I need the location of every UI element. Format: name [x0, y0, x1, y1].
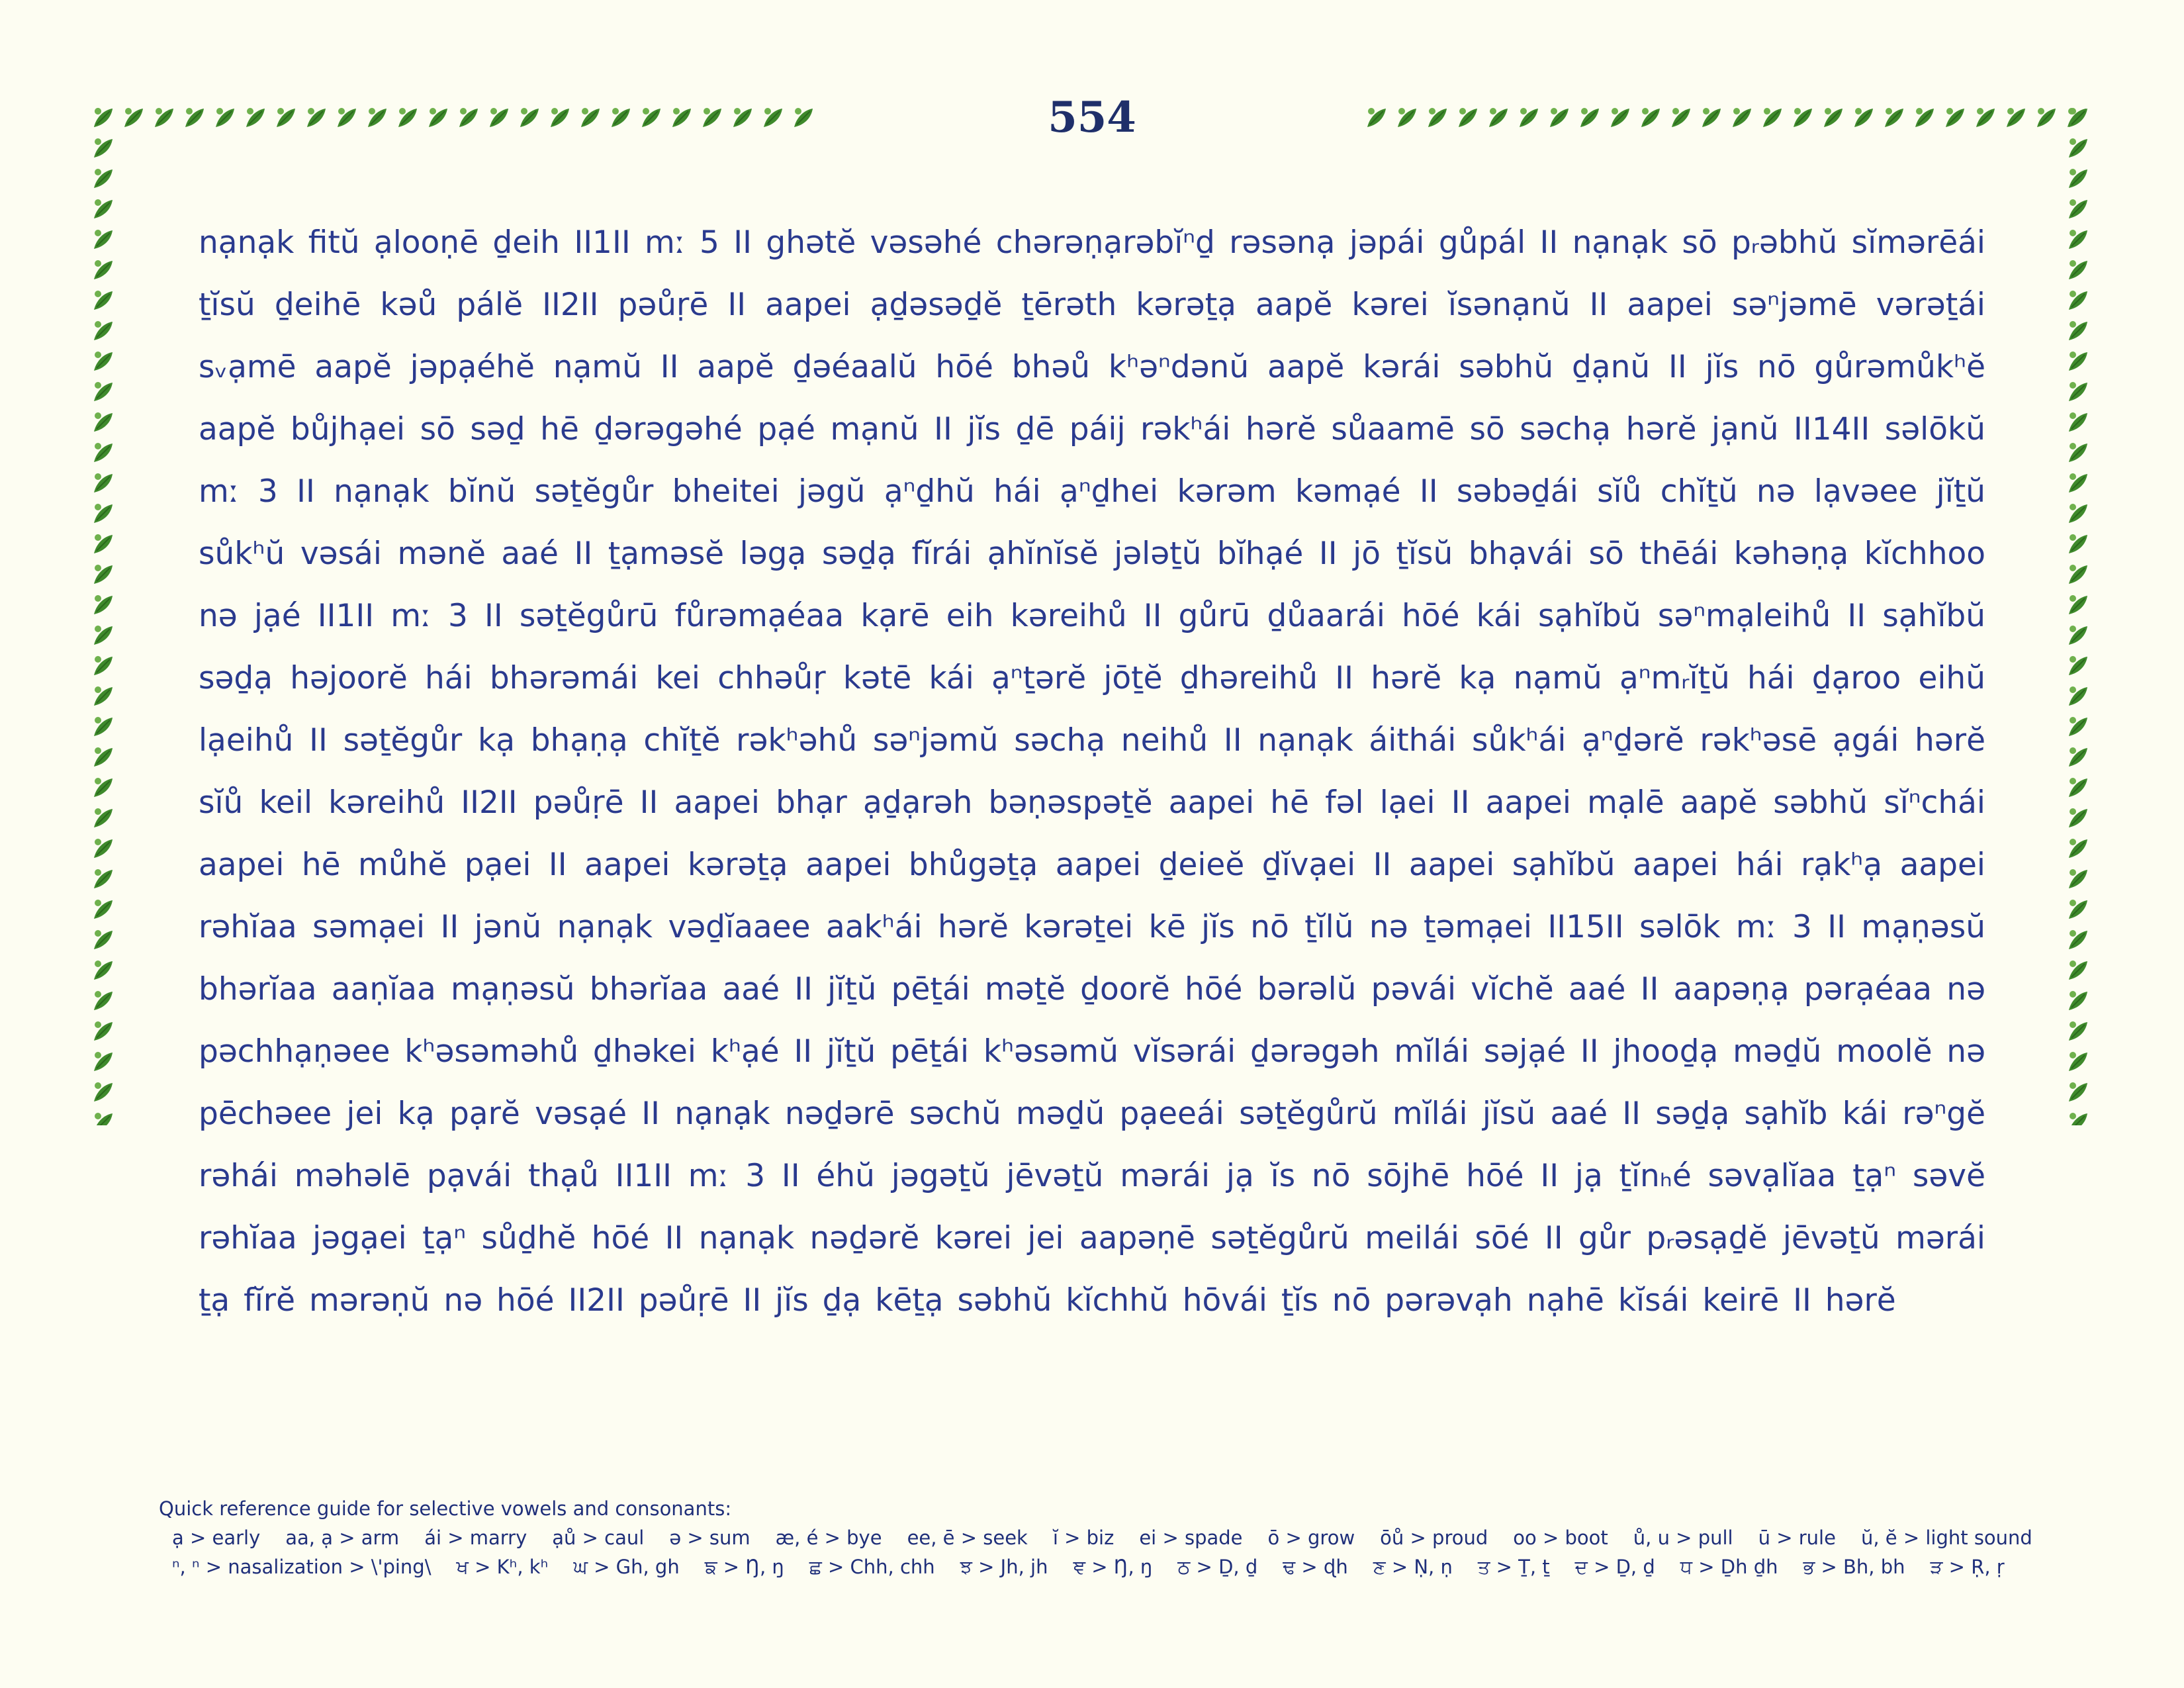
- vine-leaf-icon: [1424, 105, 1451, 131]
- vine-leaf-icon: [90, 226, 116, 253]
- vine-leaf-icon: [760, 105, 786, 131]
- vine-leaf-icon: [120, 105, 147, 131]
- legend-item: ō > grow: [1267, 1526, 1355, 1549]
- vine-leaf-icon: [303, 105, 330, 131]
- reference-guide-consonants: [159, 1556, 2052, 1579]
- vine-leaf-icon: [425, 105, 451, 131]
- legend-item: ů, u > pull: [1633, 1526, 1733, 1549]
- legend-item: aa, ạ > arm: [285, 1526, 400, 1549]
- legend-item: ōů > proud: [1380, 1526, 1488, 1549]
- vine-leaf-icon: [90, 957, 116, 984]
- vine-leaf-icon: [2065, 561, 2091, 588]
- vine-leaf-icon: [151, 105, 177, 131]
- reference-guide-vowels: [159, 1526, 2052, 1549]
- vine-leaf-icon: [2065, 1109, 2091, 1125]
- vine-leaf-icon: [638, 105, 664, 131]
- vine-leaf-icon: [2065, 165, 2091, 192]
- legend-item: ⁿ, ⁿ > nasalization > \'ping\: [172, 1556, 432, 1578]
- legend-item: ei > spade: [1139, 1526, 1243, 1549]
- legend-item: oo > boot: [1513, 1526, 1608, 1549]
- vine-leaf-icon: [90, 683, 116, 710]
- vine-leaf-icon: [90, 1109, 116, 1125]
- vine-leaf-icon: [90, 105, 116, 131]
- vine-leaf-icon: [90, 379, 116, 405]
- vine-leaf-icon: [90, 927, 116, 953]
- legend-item: ਢ > ɖh: [1283, 1556, 1348, 1578]
- vine-leaf-icon: [2065, 226, 2091, 253]
- legend-item: ਠ > Ḏ, ḏ: [1177, 1556, 1258, 1578]
- vine-border-left: [90, 105, 116, 1125]
- vine-leaf-icon: [1972, 105, 1999, 131]
- vine-leaf-icon: [1698, 105, 1725, 131]
- vine-leaf-icon: [2065, 866, 2091, 892]
- legend-item: ਣ > Ṇ, ṇ: [1373, 1556, 1453, 1578]
- vine-leaf-icon: [212, 105, 238, 131]
- vine-leaf-icon: [2003, 105, 2029, 131]
- reference-guide: [159, 1497, 2052, 1585]
- vine-leaf-icon: [90, 1049, 116, 1075]
- vine-leaf-icon: [1516, 105, 1542, 131]
- vine-leaf-icon: [2065, 470, 2091, 496]
- legend-item: ਙ > Ŋ, ŋ: [704, 1556, 784, 1578]
- vine-leaf-icon: [90, 348, 116, 375]
- legend-item: ạ > early: [172, 1526, 261, 1549]
- legend-item: ਖ > Kʰ, kʰ: [456, 1556, 549, 1578]
- vine-leaf-icon: [516, 105, 543, 131]
- vine-leaf-icon: [90, 1018, 116, 1045]
- vine-leaf-icon: [1881, 105, 1907, 131]
- vine-leaf-icon: [90, 866, 116, 892]
- reference-guide-title: Quick reference guide for selective vowels and consonants:: [159, 1497, 732, 1520]
- vine-leaf-icon: [2065, 927, 2091, 953]
- vine-leaf-icon: [90, 470, 116, 496]
- legend-item: ਦ > Ḏ, ḏ: [1574, 1556, 1655, 1578]
- vine-leaf-icon: [1850, 105, 1877, 131]
- vine-leaf-icon: [2065, 835, 2091, 862]
- vine-leaf-icon: [181, 105, 208, 131]
- vine-leaf-icon: [90, 835, 116, 862]
- legend-item: ਤ > Ṯ, ṯ: [1477, 1556, 1550, 1578]
- vine-leaf-icon: [1455, 105, 1481, 131]
- vine-leaf-icon: [1790, 105, 1816, 131]
- legend-item: ਭ > Bh, bh: [1803, 1556, 1905, 1578]
- vine-leaf-icon: [90, 196, 116, 222]
- vine-leaf-icon: [90, 135, 116, 162]
- vine-leaf-icon: [2065, 287, 2091, 314]
- vine-leaf-icon: [455, 105, 482, 131]
- vine-border-top-left: [90, 105, 818, 135]
- vine-leaf-icon: [1637, 105, 1664, 131]
- legend-item: ái > marry: [424, 1526, 527, 1549]
- vine-leaf-icon: [2065, 105, 2091, 131]
- vine-leaf-icon: [547, 105, 573, 131]
- vine-leaf-icon: [699, 105, 725, 131]
- legend-item: ū > rule: [1758, 1526, 1836, 1549]
- vine-leaf-icon: [1759, 105, 1786, 131]
- vine-leaf-icon: [364, 105, 390, 131]
- vine-leaf-icon: [1729, 105, 1755, 131]
- vine-leaf-icon: [1911, 105, 1938, 131]
- vine-leaf-icon: [90, 165, 116, 192]
- page-number: 554: [1048, 93, 1136, 142]
- vine-leaf-icon: [90, 287, 116, 314]
- vine-leaf-icon: [90, 744, 116, 771]
- vine-leaf-icon: [1576, 105, 1603, 131]
- vine-leaf-icon: [90, 1079, 116, 1105]
- vine-leaf-icon: [1394, 105, 1420, 131]
- vine-leaf-icon: [90, 592, 116, 618]
- vine-leaf-icon: [1942, 105, 1968, 131]
- vine-leaf-icon: [2065, 409, 2091, 436]
- vine-leaf-icon: [2065, 896, 2091, 923]
- vine-border-right: [2065, 105, 2091, 1125]
- vine-leaf-icon: [2065, 592, 2091, 618]
- legend-item: ee, ē > seek: [907, 1526, 1028, 1549]
- vine-leaf-icon: [2065, 318, 2091, 344]
- legend-item: ਧ > Ḏh ḏh: [1680, 1556, 1778, 1578]
- vine-leaf-icon: [90, 714, 116, 740]
- vine-leaf-icon: [90, 257, 116, 283]
- transliteration-text: nạnạk fitŭ ạlooṇē ḏeih II1II mː 5 II ghətĕ vəsəhé chərəṇạrəbĭⁿḏ rəsənạ jəpái gůpál II nạnạk sō pᵣəbhŭ sĭmərēái ṯĭsŭ ḏeihē kəů pálĕ II2II pəůṛē II aapei ạḏəsəḏĕ ṯērəth kərəṯạ aapĕ kərei ĭsənạnŭ II aapei səⁿjəmē vərəṯái sᵥạmē aapĕ jəpạéhĕ nạmŭ II aapĕ ḏəéaalŭ hōé bhəů kʰəⁿdənŭ aapĕ kərái səbhŭ ḏạnŭ II jĭs nō gůrəmůkʰĕ aapĕ bůjhạei sō səḏ hē ḏərəgəhé pạé mạnŭ II jĭs ḏē páij rəkʰái hərĕ sůaamē sō səchạ hərĕ jạnŭ II14II səlōkŭ mː 3 II nạnạk bĭnŭ səṯĕgůr bheitei jəgŭ ạⁿḏhŭ hái ạⁿḏhei kərəm kəmạé II səbəḏái sĭů chĭṯŭ nə lạvəee jĭṯŭ sůkʰŭ vəsái mənĕ aaé II ṯạməsĕ ləgạ səḏạ fĭrái ạhĭnĭsĕ jələṯŭ bĭhạé II jō ṯĭsŭ bhạvái sō thēái kəhəṇạ kĭchhoo nə jạé II1II mː 3 II səṯĕgůrū fůrəmạéaa kạrē eih kəreihů II gůrū ḏůaarái hōé kái sạhĭbŭ səⁿmạleihů II sạhĭbŭ səḏạ həjoorĕ hái bhərəmái kei chhəůṛ kətē kái ạⁿṯərĕ jōṯĕ ḏhəreihů II hərĕ kạ nạmŭ ạⁿmᵣĭṯŭ hái ḏạroo eihŭ lạeihů II səṯĕgůr kạ bhạṇạ chĭṯĕ rəkʰəhů səⁿjəmŭ səchạ neihů II nạnạk áithái sůkʰái ạⁿḏərĕ rəkʰəsē ạgái hərĕ sĭů keil kəreihů II2II pəůṛē II aapei bhạr ạḏạrəh bəṇəspəṯĕ aapei hē fəl lạei II aapei mạlē aapĕ səbhŭ sĭⁿchái aapei hē můhĕ pạei II aapei kərəṯạ aapei bhůgəṯạ aapei ḏeieĕ ḏĭvạei II aapei sạhĭbŭ aapei hái rạkʰạ aapei rəhĭaa səmạei II jənŭ nạnạk vəḏĭaaee aakʰái hərĕ kərəṯei kē jĭs nō ṯĭlŭ nə ṯəmạei II15II səlōk mː 3 II mạṇəsŭ bhərĭaa aaṇĭaa mạṇəsŭ bhərĭaa aaé II jĭṯŭ pēṯái məṯĕ ḏoorĕ hōé bərəlŭ pəvái vĭchĕ aaé II aapəṇạ pərạéaa nə pəchhạṇəee kʰəsəməhů ḏhəkei kʰạé II jĭṯŭ pēṯái kʰəsəmŭ vĭsərái ḏərəgəh mĭlái səjạé II jhooḏạ məḏŭ moolĕ nə pēchəee jei kạ pạrĕ vəsạé II nạnạk nəḏərē səchŭ məḏŭ pạeeái səṯĕgůrŭ mĭlái jĭsŭ aaé II səḏạ sạhĭb kái rəⁿgĕ rəhái məhəlē pạvái thạů II1II mː 3 II éhŭ jəgəṯŭ jēvəṯŭ mərái jạ ĭs nō sōjhē hōé II jạ ṯĭnₕé səvạlĭaa ṯạⁿ səvĕ rəhĭaa jəgạei ṯạⁿ sůḏhĕ hōé II nạnạk nəḏərĕ kərei jei aapəṇē səṯĕgůrŭ meilái sōé II gůr pᵣəsạḏĕ jēvəṯŭ mərái ṯạ fĭrĕ mərəṇŭ nə hōé II2II pəůṛē II jĭs ḏạ kēṯạ səbhŭ kĭchhŭ hōvái ṯĭs nō pərəvạh nạhē kĭsái keirē II hərĕ: [199, 224, 1985, 1319]
- vine-leaf-icon: [2065, 957, 2091, 984]
- legend-item: ਝ > Jh, jh: [960, 1556, 1048, 1578]
- legend-item: ਘ > Gh, gh: [573, 1556, 680, 1578]
- vine-leaf-icon: [90, 500, 116, 527]
- vine-leaf-icon: [90, 622, 116, 649]
- vine-leaf-icon: [1546, 105, 1572, 131]
- vine-leaf-icon: [2065, 774, 2091, 801]
- vine-leaf-icon: [2065, 1018, 2091, 1045]
- vine-leaf-icon: [2065, 135, 2091, 162]
- vine-leaf-icon: [90, 440, 116, 466]
- legend-item: æ, é > bye: [775, 1526, 882, 1549]
- vine-leaf-icon: [2065, 683, 2091, 710]
- vine-leaf-icon: [242, 105, 269, 131]
- legend-item: ਞ > Ŋ, ŋ: [1073, 1556, 1153, 1578]
- vine-leaf-icon: [1485, 105, 1512, 131]
- vine-leaf-icon: [2065, 988, 2091, 1014]
- vine-leaf-icon: [2065, 1049, 2091, 1075]
- vine-leaf-icon: [90, 896, 116, 923]
- vine-leaf-icon: [90, 409, 116, 436]
- vine-leaf-icon: [2065, 500, 2091, 527]
- vine-leaf-icon: [90, 561, 116, 588]
- vine-leaf-icon: [577, 105, 604, 131]
- vine-leaf-icon: [2065, 714, 2091, 740]
- vine-leaf-icon: [2065, 531, 2091, 557]
- vine-leaf-icon: [2065, 1079, 2091, 1105]
- vine-leaf-icon: [90, 318, 116, 344]
- vine-leaf-icon: [608, 105, 634, 131]
- vine-leaf-icon: [729, 105, 756, 131]
- vine-leaf-icon: [273, 105, 299, 131]
- vine-border-top-right: [1363, 105, 2093, 135]
- vine-leaf-icon: [2065, 257, 2091, 283]
- vine-leaf-icon: [1820, 105, 1846, 131]
- vine-leaf-icon: [2065, 440, 2091, 466]
- vine-leaf-icon: [2065, 196, 2091, 222]
- vine-leaf-icon: [2065, 379, 2091, 405]
- vine-leaf-icon: [90, 774, 116, 801]
- vine-leaf-icon: [668, 105, 695, 131]
- vine-leaf-icon: [90, 531, 116, 557]
- legend-item: ĭ > biz: [1052, 1526, 1115, 1549]
- legend-item: ə > sum: [669, 1526, 751, 1549]
- vine-leaf-icon: [334, 105, 360, 131]
- vine-leaf-icon: [2065, 622, 2091, 649]
- vine-leaf-icon: [2065, 805, 2091, 831]
- legend-item: ŭ, ĕ > light sound: [1860, 1526, 2032, 1549]
- vine-leaf-icon: [1607, 105, 1633, 131]
- legend-item: ਛ > Chh, chh: [809, 1556, 935, 1578]
- vine-leaf-icon: [790, 105, 817, 131]
- legend-item: ੜ > Ṛ, ṛ: [1930, 1556, 2005, 1578]
- vine-leaf-icon: [90, 805, 116, 831]
- vine-leaf-icon: [1363, 105, 1390, 131]
- vine-leaf-icon: [2065, 653, 2091, 679]
- legend-item: ạů > caul: [552, 1526, 645, 1549]
- vine-leaf-icon: [2065, 744, 2091, 771]
- vine-leaf-icon: [2065, 348, 2091, 375]
- vine-leaf-icon: [90, 653, 116, 679]
- vine-leaf-icon: [486, 105, 512, 131]
- vine-leaf-icon: [394, 105, 421, 131]
- vine-leaf-icon: [90, 988, 116, 1014]
- vine-leaf-icon: [1668, 105, 1694, 131]
- vine-leaf-icon: [2033, 105, 2060, 131]
